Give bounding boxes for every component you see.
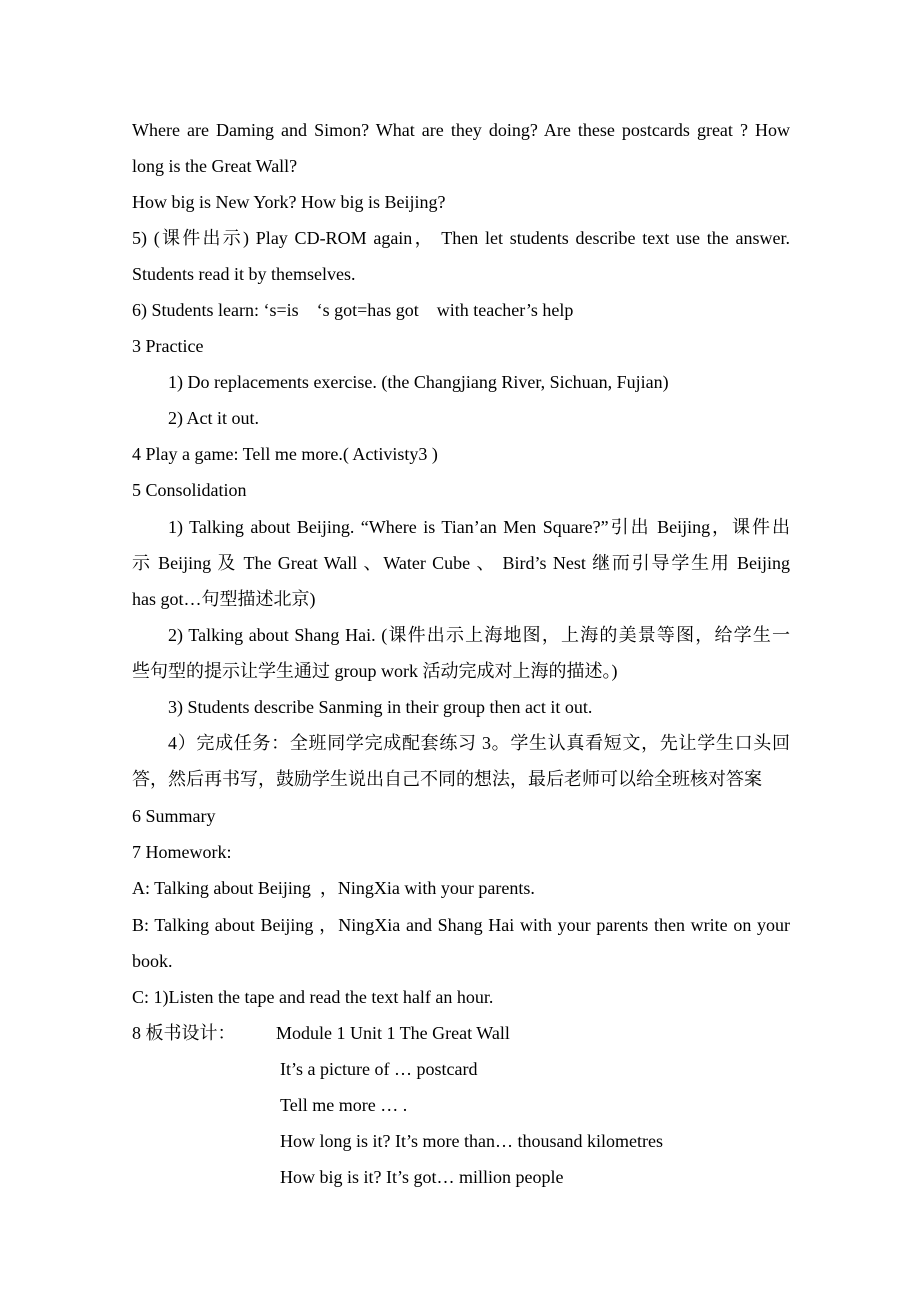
board-line: How long is it? It’s more than… thousand kilometres	[280, 1131, 663, 1151]
text-line: 4）完成任务：全班同学完成配套练习 3。学生认真看短文，先让学生口头回	[168, 733, 790, 753]
board-line: It’s a picture of … postcard	[280, 1059, 478, 1079]
section-heading: 7 Homework:	[132, 842, 232, 862]
text-line: 1) Do replacements exercise. (the Changjiang River, Sichuan, Fujian)	[168, 372, 669, 392]
text-line: book.	[132, 951, 173, 971]
text-line: 5) (课件出示) Play CD-ROM again， Then let students describe text use the answer.	[132, 228, 790, 248]
text-line: B: Talking about Beijing ，NingXia and Shang Hai with your parents then write on your	[132, 915, 790, 935]
section-heading: 5 Consolidation	[132, 480, 247, 500]
text-line: long is the Great Wall?	[132, 156, 298, 176]
board-line: Tell me more … .	[280, 1095, 408, 1115]
section-heading: 3 Practice	[132, 336, 204, 356]
text-line: 1) Talking about Beijing. “Where is Tian’an Men Square?”引出 Beijing，课件出	[168, 517, 790, 537]
text-line: C: 1)Listen the tape and read the text half an hour.	[132, 987, 494, 1007]
text-line: 些句型的提示让学生通过 group work 活动完成对上海的描述。)	[132, 661, 618, 681]
text-line: Students read it by themselves.	[132, 264, 356, 284]
text-line: 6) Students learn: ‘s=is ‘s got=has got with teacher’s help	[132, 300, 574, 320]
text-line: How big is New York? How big is Beijing?	[132, 192, 446, 212]
text-line: has got…句型描述北京)	[132, 589, 316, 609]
text-line: 2) Talking about Shang Hai. (课件出示上海地图，上海的美景等图，给学生一	[168, 625, 790, 645]
text-line: 答，然后再书写，鼓励学生说出自己不同的想法，最后老师可以给全班核对答案	[132, 769, 762, 789]
text-line: A: Talking about Beijing ，NingXia with your parents.	[132, 878, 535, 898]
text-line: 3) Students describe Sanming in their group then act it out.	[168, 697, 593, 717]
text-line: Where are Daming and Simon? What are they doing? Are these postcards great ? How	[132, 120, 790, 140]
board-title: Module 1 Unit 1 The Great Wall	[276, 1023, 510, 1043]
text-line: 示 Beijing 及 The Great Wall 、Water Cube 、 Bird’s Nest 继而引导学生用 Beijing	[132, 553, 790, 573]
text-line: 2) Act it out.	[168, 408, 259, 428]
section-heading: 8 板书设计：	[132, 1023, 236, 1043]
section-heading: 6 Summary	[132, 806, 216, 826]
board-line: How big is it? It’s got… million people	[280, 1167, 564, 1187]
section-heading: 4 Play a game: Tell me more.( Activisty3 )	[132, 444, 438, 464]
